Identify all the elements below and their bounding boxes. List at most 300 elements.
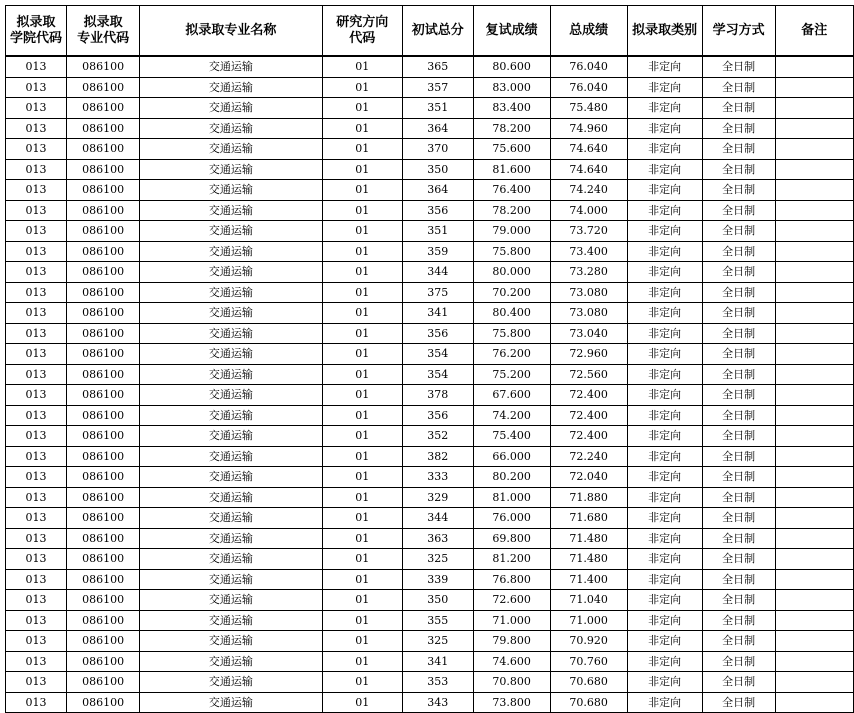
admission-type-cell: 非定向 <box>627 344 702 365</box>
total-score-cell: 71.480 <box>550 528 627 549</box>
table-row <box>6 692 854 713</box>
retest-score-cell: 80.000 <box>473 262 550 283</box>
remarks-cell <box>775 221 853 242</box>
remarks-cell <box>775 446 853 467</box>
study-mode-cell: 全日制 <box>702 159 775 180</box>
prelim-total-cell: 344 <box>402 508 473 529</box>
table-row <box>6 364 854 385</box>
admission-type-cell: 非定向 <box>627 569 702 590</box>
table-row <box>6 282 854 303</box>
major-code-cell: 086100 <box>66 118 139 139</box>
admission-table <box>5 5 854 713</box>
total-score-cell: 72.400 <box>550 385 627 406</box>
study-mode-cell: 全日制 <box>702 672 775 693</box>
table-row <box>6 200 854 221</box>
total-score-cell: 71.480 <box>550 549 627 570</box>
major-name-cell: 交通运输 <box>140 610 322 631</box>
total-score-cell: 72.560 <box>550 364 627 385</box>
remarks-cell <box>775 651 853 672</box>
study-mode-cell: 全日制 <box>702 200 775 221</box>
remarks-cell <box>775 467 853 488</box>
retest-score-cell: 69.800 <box>473 528 550 549</box>
direction-code-cell: 01 <box>322 446 402 467</box>
total-score-cell: 74.640 <box>550 159 627 180</box>
direction-code-cell: 01 <box>322 672 402 693</box>
major-code-cell: 086100 <box>66 590 139 611</box>
remarks-cell <box>775 56 853 77</box>
admission-type-cell: 非定向 <box>627 159 702 180</box>
table-row <box>6 631 854 652</box>
major-name-cell: 交通运输 <box>140 672 322 693</box>
direction-code-cell: 01 <box>322 549 402 570</box>
table-header <box>6 6 854 57</box>
study-mode-cell: 全日制 <box>702 651 775 672</box>
college-code-cell: 013 <box>6 344 67 365</box>
college-code-cell: 013 <box>6 405 67 426</box>
admission-type-cell: 非定向 <box>627 549 702 570</box>
direction-code-cell: 01 <box>322 610 402 631</box>
college-code-cell: 013 <box>6 528 67 549</box>
major-code-cell: 086100 <box>66 98 139 119</box>
major-code-cell: 086100 <box>66 200 139 221</box>
header-prelim-total: 初试总分 <box>402 6 473 57</box>
major-name-cell: 交通运输 <box>140 405 322 426</box>
college-code-cell: 013 <box>6 672 67 693</box>
admission-type-cell: 非定向 <box>627 98 702 119</box>
major-name-cell: 交通运输 <box>140 159 322 180</box>
prelim-total-cell: 378 <box>402 385 473 406</box>
retest-score-cell: 83.000 <box>473 77 550 98</box>
direction-code-cell: 01 <box>322 385 402 406</box>
prelim-total-cell: 339 <box>402 569 473 590</box>
study-mode-cell: 全日制 <box>702 385 775 406</box>
major-code-cell: 086100 <box>66 385 139 406</box>
header-major-name: 拟录取专业名称 <box>140 6 322 57</box>
study-mode-cell: 全日制 <box>702 180 775 201</box>
college-code-cell: 013 <box>6 467 67 488</box>
prelim-total-cell: 343 <box>402 692 473 713</box>
college-code-cell: 013 <box>6 262 67 283</box>
college-code-cell: 013 <box>6 303 67 324</box>
major-name-cell: 交通运输 <box>140 385 322 406</box>
table-row <box>6 180 854 201</box>
table-row <box>6 467 854 488</box>
college-code-cell: 013 <box>6 508 67 529</box>
remarks-cell <box>775 180 853 201</box>
direction-code-cell: 01 <box>322 569 402 590</box>
table-row <box>6 56 854 77</box>
admission-type-cell: 非定向 <box>627 467 702 488</box>
study-mode-cell: 全日制 <box>702 610 775 631</box>
remarks-cell <box>775 262 853 283</box>
remarks-cell <box>775 610 853 631</box>
major-code-cell: 086100 <box>66 569 139 590</box>
table-row <box>6 590 854 611</box>
admission-type-cell: 非定向 <box>627 364 702 385</box>
direction-code-cell: 01 <box>322 692 402 713</box>
study-mode-cell: 全日制 <box>702 303 775 324</box>
admission-type-cell: 非定向 <box>627 118 702 139</box>
remarks-cell <box>775 487 853 508</box>
total-score-cell: 72.960 <box>550 344 627 365</box>
table-row <box>6 651 854 672</box>
direction-code-cell: 01 <box>322 344 402 365</box>
admission-type-cell: 非定向 <box>627 651 702 672</box>
total-score-cell: 73.080 <box>550 303 627 324</box>
major-name-cell: 交通运输 <box>140 262 322 283</box>
retest-score-cell: 75.800 <box>473 323 550 344</box>
study-mode-cell: 全日制 <box>702 631 775 652</box>
total-score-cell: 75.480 <box>550 98 627 119</box>
college-code-cell: 013 <box>6 385 67 406</box>
table-row <box>6 672 854 693</box>
remarks-cell <box>775 426 853 447</box>
retest-score-cell: 80.200 <box>473 467 550 488</box>
retest-score-cell: 79.800 <box>473 631 550 652</box>
total-score-cell: 76.040 <box>550 56 627 77</box>
remarks-cell <box>775 508 853 529</box>
admission-type-cell: 非定向 <box>627 221 702 242</box>
study-mode-cell: 全日制 <box>702 692 775 713</box>
major-code-cell: 086100 <box>66 528 139 549</box>
remarks-cell <box>775 344 853 365</box>
study-mode-cell: 全日制 <box>702 77 775 98</box>
study-mode-cell: 全日制 <box>702 508 775 529</box>
major-code-cell: 086100 <box>66 672 139 693</box>
study-mode-cell: 全日制 <box>702 344 775 365</box>
remarks-cell <box>775 590 853 611</box>
major-code-cell: 086100 <box>66 508 139 529</box>
study-mode-cell: 全日制 <box>702 467 775 488</box>
table-row <box>6 221 854 242</box>
retest-score-cell: 73.800 <box>473 692 550 713</box>
header-major-code: 拟录取 专业代码 <box>66 6 139 57</box>
direction-code-cell: 01 <box>322 528 402 549</box>
retest-score-cell: 79.000 <box>473 221 550 242</box>
table-row <box>6 446 854 467</box>
major-name-cell: 交通运输 <box>140 221 322 242</box>
table-row <box>6 610 854 631</box>
study-mode-cell: 全日制 <box>702 241 775 262</box>
study-mode-cell: 全日制 <box>702 549 775 570</box>
direction-code-cell: 01 <box>322 159 402 180</box>
major-name-cell: 交通运输 <box>140 446 322 467</box>
direction-code-cell: 01 <box>322 241 402 262</box>
total-score-cell: 70.760 <box>550 651 627 672</box>
total-score-cell: 74.960 <box>550 118 627 139</box>
table-row <box>6 385 854 406</box>
table-row <box>6 139 854 160</box>
total-score-cell: 73.040 <box>550 323 627 344</box>
admission-type-cell: 非定向 <box>627 262 702 283</box>
total-score-cell: 70.680 <box>550 692 627 713</box>
major-code-cell: 086100 <box>66 446 139 467</box>
table-row <box>6 569 854 590</box>
remarks-cell <box>775 200 853 221</box>
college-code-cell: 013 <box>6 221 67 242</box>
direction-code-cell: 01 <box>322 590 402 611</box>
header-total-score: 总成绩 <box>550 6 627 57</box>
direction-code-cell: 01 <box>322 200 402 221</box>
remarks-cell <box>775 282 853 303</box>
admission-type-cell: 非定向 <box>627 241 702 262</box>
direction-code-cell: 01 <box>322 323 402 344</box>
direction-code-cell: 01 <box>322 262 402 283</box>
remarks-cell <box>775 98 853 119</box>
prelim-total-cell: 356 <box>402 405 473 426</box>
study-mode-cell: 全日制 <box>702 569 775 590</box>
remarks-cell <box>775 159 853 180</box>
direction-code-cell: 01 <box>322 139 402 160</box>
major-code-cell: 086100 <box>66 221 139 242</box>
major-name-cell: 交通运输 <box>140 56 322 77</box>
total-score-cell: 72.240 <box>550 446 627 467</box>
total-score-cell: 72.400 <box>550 426 627 447</box>
major-name-cell: 交通运输 <box>140 303 322 324</box>
major-name-cell: 交通运输 <box>140 139 322 160</box>
total-score-cell: 71.400 <box>550 569 627 590</box>
study-mode-cell: 全日制 <box>702 282 775 303</box>
prelim-total-cell: 364 <box>402 180 473 201</box>
direction-code-cell: 01 <box>322 631 402 652</box>
remarks-cell <box>775 385 853 406</box>
prelim-total-cell: 333 <box>402 467 473 488</box>
direction-code-cell: 01 <box>322 282 402 303</box>
total-score-cell: 74.640 <box>550 139 627 160</box>
major-name-cell: 交通运输 <box>140 549 322 570</box>
table-row <box>6 98 854 119</box>
admission-type-cell: 非定向 <box>627 303 702 324</box>
college-code-cell: 013 <box>6 282 67 303</box>
remarks-cell <box>775 549 853 570</box>
remarks-cell <box>775 118 853 139</box>
total-score-cell: 73.400 <box>550 241 627 262</box>
direction-code-cell: 01 <box>322 98 402 119</box>
header-remarks: 备注 <box>775 6 853 57</box>
remarks-cell <box>775 528 853 549</box>
header-direction-code: 研究方向 代码 <box>322 6 402 57</box>
admission-type-cell: 非定向 <box>627 200 702 221</box>
retest-score-cell: 66.000 <box>473 446 550 467</box>
remarks-cell <box>775 672 853 693</box>
table-row <box>6 118 854 139</box>
study-mode-cell: 全日制 <box>702 364 775 385</box>
college-code-cell: 013 <box>6 159 67 180</box>
prelim-total-cell: 356 <box>402 323 473 344</box>
college-code-cell: 013 <box>6 426 67 447</box>
prelim-total-cell: 355 <box>402 610 473 631</box>
total-score-cell: 71.680 <box>550 508 627 529</box>
table-row <box>6 77 854 98</box>
total-score-cell: 74.240 <box>550 180 627 201</box>
direction-code-cell: 01 <box>322 508 402 529</box>
college-code-cell: 013 <box>6 180 67 201</box>
admission-type-cell: 非定向 <box>627 139 702 160</box>
retest-score-cell: 71.000 <box>473 610 550 631</box>
admission-type-cell: 非定向 <box>627 508 702 529</box>
major-code-cell: 086100 <box>66 56 139 77</box>
prelim-total-cell: 341 <box>402 651 473 672</box>
total-score-cell: 71.040 <box>550 590 627 611</box>
retest-score-cell: 81.200 <box>473 549 550 570</box>
remarks-cell <box>775 241 853 262</box>
header-college-code: 拟录取 学院代码 <box>6 6 67 57</box>
remarks-cell <box>775 631 853 652</box>
total-score-cell: 70.920 <box>550 631 627 652</box>
study-mode-cell: 全日制 <box>702 139 775 160</box>
total-score-cell: 72.400 <box>550 405 627 426</box>
total-score-cell: 73.720 <box>550 221 627 242</box>
direction-code-cell: 01 <box>322 303 402 324</box>
admission-type-cell: 非定向 <box>627 692 702 713</box>
prelim-total-cell: 344 <box>402 262 473 283</box>
study-mode-cell: 全日制 <box>702 528 775 549</box>
admission-type-cell: 非定向 <box>627 446 702 467</box>
college-code-cell: 013 <box>6 446 67 467</box>
admission-type-cell: 非定向 <box>627 610 702 631</box>
prelim-total-cell: 351 <box>402 221 473 242</box>
prelim-total-cell: 357 <box>402 77 473 98</box>
prelim-total-cell: 325 <box>402 549 473 570</box>
major-name-cell: 交通运输 <box>140 282 322 303</box>
major-name-cell: 交通运输 <box>140 569 322 590</box>
study-mode-cell: 全日制 <box>702 221 775 242</box>
major-code-cell: 086100 <box>66 549 139 570</box>
major-name-cell: 交通运输 <box>140 651 322 672</box>
prelim-total-cell: 354 <box>402 344 473 365</box>
major-name-cell: 交通运输 <box>140 77 322 98</box>
remarks-cell <box>775 364 853 385</box>
table-row <box>6 159 854 180</box>
major-code-cell: 086100 <box>66 631 139 652</box>
major-code-cell: 086100 <box>66 610 139 631</box>
major-name-cell: 交通运输 <box>140 426 322 447</box>
direction-code-cell: 01 <box>322 651 402 672</box>
college-code-cell: 013 <box>6 487 67 508</box>
major-name-cell: 交通运输 <box>140 590 322 611</box>
admission-type-cell: 非定向 <box>627 672 702 693</box>
retest-score-cell: 81.000 <box>473 487 550 508</box>
major-name-cell: 交通运输 <box>140 344 322 365</box>
admission-type-cell: 非定向 <box>627 405 702 426</box>
prelim-total-cell: 365 <box>402 56 473 77</box>
major-name-cell: 交通运输 <box>140 631 322 652</box>
header-admission-type: 拟录取类别 <box>627 6 702 57</box>
remarks-cell <box>775 139 853 160</box>
college-code-cell: 013 <box>6 692 67 713</box>
remarks-cell <box>775 77 853 98</box>
college-code-cell: 013 <box>6 139 67 160</box>
remarks-cell <box>775 405 853 426</box>
study-mode-cell: 全日制 <box>702 323 775 344</box>
total-score-cell: 73.280 <box>550 262 627 283</box>
prelim-total-cell: 325 <box>402 631 473 652</box>
direction-code-cell: 01 <box>322 364 402 385</box>
major-code-cell: 086100 <box>66 364 139 385</box>
table-row <box>6 323 854 344</box>
admission-type-cell: 非定向 <box>627 426 702 447</box>
college-code-cell: 013 <box>6 200 67 221</box>
major-name-cell: 交通运输 <box>140 98 322 119</box>
retest-score-cell: 75.800 <box>473 241 550 262</box>
table-row <box>6 262 854 283</box>
major-code-cell: 086100 <box>66 262 139 283</box>
remarks-cell <box>775 323 853 344</box>
table-body <box>6 56 854 713</box>
major-name-cell: 交通运输 <box>140 323 322 344</box>
retest-score-cell: 72.600 <box>473 590 550 611</box>
table-row <box>6 344 854 365</box>
prelim-total-cell: 353 <box>402 672 473 693</box>
direction-code-cell: 01 <box>322 77 402 98</box>
prelim-total-cell: 364 <box>402 118 473 139</box>
retest-score-cell: 75.200 <box>473 364 550 385</box>
table-row <box>6 426 854 447</box>
remarks-cell <box>775 692 853 713</box>
table-row <box>6 303 854 324</box>
study-mode-cell: 全日制 <box>702 446 775 467</box>
admission-type-cell: 非定向 <box>627 631 702 652</box>
direction-code-cell: 01 <box>322 467 402 488</box>
remarks-cell <box>775 569 853 590</box>
major-name-cell: 交通运输 <box>140 364 322 385</box>
table-row <box>6 405 854 426</box>
study-mode-cell: 全日制 <box>702 98 775 119</box>
admission-type-cell: 非定向 <box>627 56 702 77</box>
college-code-cell: 013 <box>6 98 67 119</box>
total-score-cell: 70.680 <box>550 672 627 693</box>
total-score-cell: 73.080 <box>550 282 627 303</box>
retest-score-cell: 76.800 <box>473 569 550 590</box>
admission-type-cell: 非定向 <box>627 590 702 611</box>
major-name-cell: 交通运输 <box>140 200 322 221</box>
total-score-cell: 71.880 <box>550 487 627 508</box>
total-score-cell: 74.000 <box>550 200 627 221</box>
retest-score-cell: 76.000 <box>473 508 550 529</box>
major-name-cell: 交通运输 <box>140 467 322 488</box>
remarks-cell <box>775 303 853 324</box>
major-code-cell: 086100 <box>66 139 139 160</box>
prelim-total-cell: 350 <box>402 590 473 611</box>
retest-score-cell: 74.200 <box>473 405 550 426</box>
direction-code-cell: 01 <box>322 405 402 426</box>
college-code-cell: 013 <box>6 549 67 570</box>
prelim-total-cell: 375 <box>402 282 473 303</box>
direction-code-cell: 01 <box>322 487 402 508</box>
major-code-cell: 086100 <box>66 282 139 303</box>
prelim-total-cell: 350 <box>402 159 473 180</box>
table-row <box>6 528 854 549</box>
study-mode-cell: 全日制 <box>702 405 775 426</box>
prelim-total-cell: 352 <box>402 426 473 447</box>
major-code-cell: 086100 <box>66 692 139 713</box>
college-code-cell: 013 <box>6 241 67 262</box>
college-code-cell: 013 <box>6 56 67 77</box>
retest-score-cell: 80.400 <box>473 303 550 324</box>
major-code-cell: 086100 <box>66 323 139 344</box>
major-code-cell: 086100 <box>66 426 139 447</box>
prelim-total-cell: 329 <box>402 487 473 508</box>
admission-type-cell: 非定向 <box>627 528 702 549</box>
major-code-cell: 086100 <box>66 344 139 365</box>
major-code-cell: 086100 <box>66 467 139 488</box>
direction-code-cell: 01 <box>322 180 402 201</box>
admission-type-cell: 非定向 <box>627 487 702 508</box>
prelim-total-cell: 359 <box>402 241 473 262</box>
major-name-cell: 交通运输 <box>140 508 322 529</box>
study-mode-cell: 全日制 <box>702 487 775 508</box>
retest-score-cell: 75.600 <box>473 139 550 160</box>
